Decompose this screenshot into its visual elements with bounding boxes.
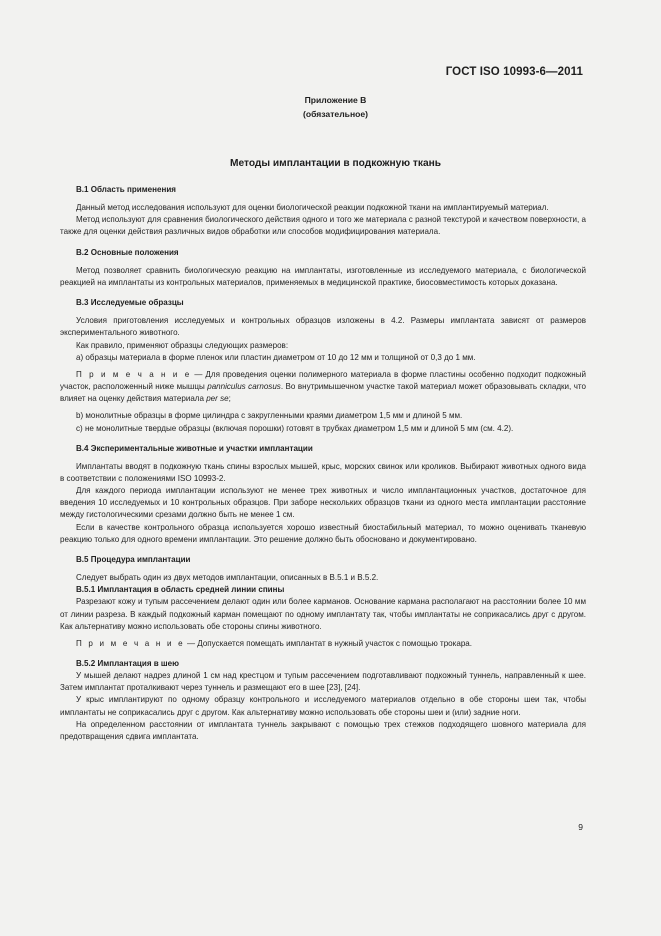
list-item-c: с) не монолитные твердые образцы (включая порошки) готовят в трубках диаметром 1,5 мм и длиной 5 мм (см. 4.2). (76, 423, 514, 433)
section-heading-b5: В.5 Процедура имплантации (76, 554, 191, 564)
paragraph: Метод позволяет сравнить биологическую реакцию на имплантаты, изготовленные из исследуемого материала, с биологической реакцией на имплантаты из контрольных материалов, применяемых в медицинской практике, биосовместимость которых доказана. (60, 265, 586, 287)
paragraph: Для каждого периода имплантации используют не менее трех животных и число имплантационных участков, достаточное для введения 10 исследуемых и 10 контрольных образцов. При заборе нескольких образцов ткани из одного места имплантации расстояние между гистологическими срезами должно быть не менее 1 см. (60, 486, 586, 520)
subsection-heading-b51: В.5.1 Имплантация в область средней линии спины (76, 585, 285, 595)
note-label: П р и м е ч а н и е (76, 638, 185, 648)
paragraph: Условия приготовления исследуемых и контрольных образцов изложены в 4.2. Размеры имплантата зависят от размеров экспериментального животного. (60, 316, 586, 338)
list-item-a: а) образцы материала в форме пленок или пластин диаметром от 10 до 12 мм и толщиной от 0,3 до 1 мм. (76, 352, 476, 362)
page-number: 9 (578, 822, 583, 832)
note-label: П р и м е ч а н и е (76, 369, 192, 379)
paragraph: У мышей делают надрез длиной 1 см над крестцом и тупым рассечением подготавливают подкожный туннель, направленный к шее. Затем имплантат проталкивают через туннель и размещают его в шее [23], [24]. (60, 671, 586, 693)
section-heading-b1: В.1 Область применения (76, 185, 176, 194)
section-heading-b4: В.4 Экспериментальные животные и участки имплантации (76, 443, 313, 453)
paragraph: Метод используют для сравнения биологического действия одного и того же материала с разной текстурой и качеством поверхности, а также для оценки действия различных видов обработки или способов модифицирования материала. (60, 215, 586, 237)
annex-title: Методы имплантации в подкожную ткань (229, 158, 442, 169)
paragraph: На определенном расстоянии от имплантата туннель закрывают с помощью трех стежков подходящего шовного материала для предотвращения сдвига имплантата. (60, 719, 586, 741)
annex-label: Приложение В (304, 95, 367, 105)
subsection-heading-b52: В.5.2 Имплантация в шею (76, 659, 179, 668)
paragraph: У крыс имплантируют по одному образцу контрольного и исследуемого материалов отдельно в обе стороны шеи так, чтобы имплантаты не соприкасались друг с другом. Как альтернативу можно использовать обе стороны шеи и (или) задние ноги. (60, 695, 586, 717)
paragraph: Если в качестве контрольного образца используется хорошо известный биостабильный материал, то можно оценивать тканевую реакцию только для одного времени имплантации. Это решение должно быть обосновано и документировано. (60, 522, 586, 544)
document-body (60, 184, 586, 743)
paragraph: Имплантаты вводят в подкожную ткань спины взрослых мышей, крыс, морских свинок или кроликов. Выбирают животных одного вида в соответствии с положениями ISO 10993-2. (60, 461, 586, 483)
standard-designation: ГОСТ ISO 10993-6—2011 (445, 66, 583, 78)
annex-status: (обязательное) (302, 109, 369, 119)
paragraph: Данный метод исследования используют для оценки биологической реакции подкожной ткани на имплантируемый материал. (76, 203, 549, 213)
note: П р и м е ч а н и е — Допускается помещать имплантат в нужный участок с помощью трокара. (76, 638, 473, 648)
annex-header (0, 93, 661, 121)
paragraph: Следует выбрать один из двух методов имплантации, описанных в В.5.1 и В.5.2. (76, 573, 379, 583)
section-heading-b2: В.2 Основные положения (76, 247, 179, 257)
section-heading-b3: В.3 Исследуемые образцы (76, 298, 184, 308)
paragraph: Как правило, применяют образцы следующих размеров: (76, 340, 289, 350)
note: П р и м е ч а н и е — Для проведения оценки полимерного материала в форме пластины особенно подходит подкожный участок, расположенный ниже мышцы panniculus carnosus. Во внутримышечном участке такой материал может образовывать складки, что влияет на оценку действия материала per se; (60, 369, 586, 404)
list-item-b: b) монолитные образцы в форме цилиндра с закругленными краями диаметром 1,5 мм и длиной 5 мм. (76, 411, 463, 421)
paragraph: Разрезают кожу и тупым рассечением делают один или более карманов. Основание кармана располагают на расстоянии более 10 мм от линии разреза. В каждый подкожный карман помещают по одному имплантату так, чтобы имплантаты не соприкасались друг с другом. Как альтернативу можно использовать обе стороны спины животного. (60, 597, 586, 631)
